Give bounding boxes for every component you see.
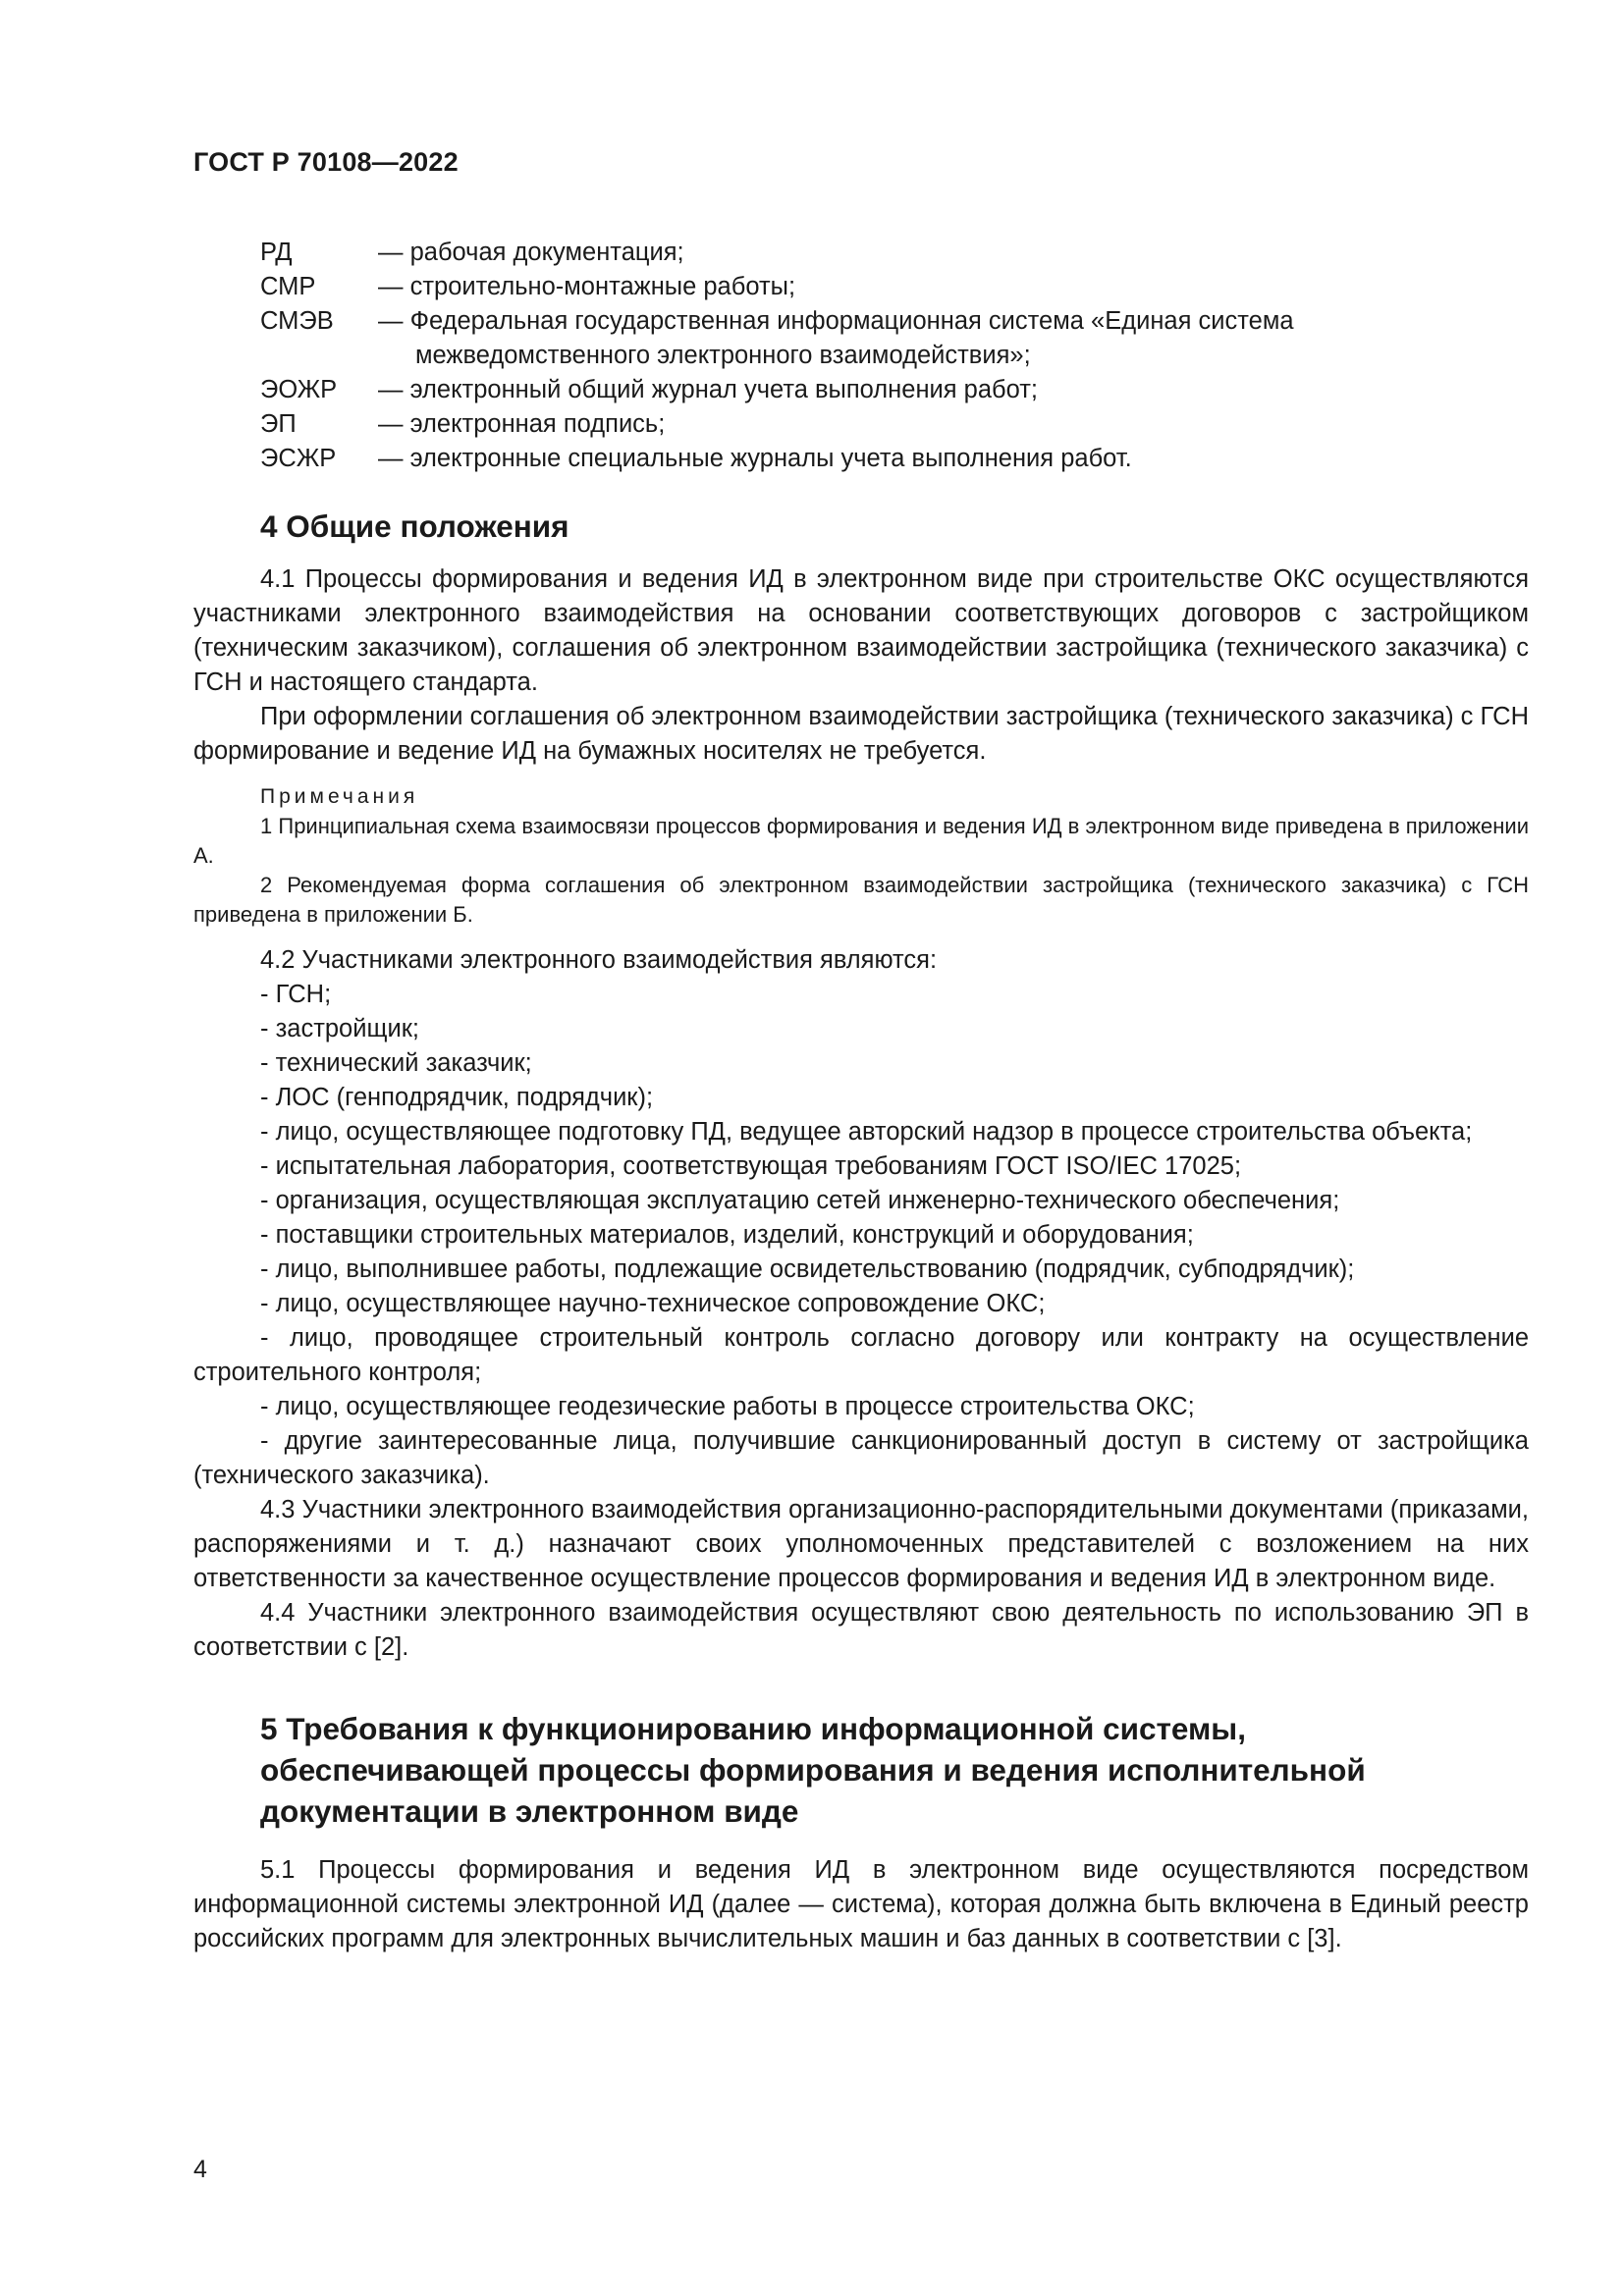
abbreviation-term: СМЭВ	[260, 307, 334, 335]
note-2: 2 Рекомендуемая форма соглашения об электронном взаимодействии застройщика (технического заказчика) с ГСН приведена в приложении Б.	[193, 873, 1529, 927]
abbreviations-list	[193, 236, 1529, 476]
note-1: 1 Принципиальная схема взаимосвязи процессов формирования и ведения ИД в электронном виде приведена в приложении А.	[193, 814, 1529, 868]
participants-list	[193, 978, 1529, 1493]
list-item: - лицо, осуществляющее подготовку ПД, ведущее авторский надзор в процессе строительства объекта;	[260, 1118, 1473, 1146]
list-item: - застройщик;	[260, 1015, 419, 1042]
list-item: - испытательная лаборатория, соответствующая требованиям ГОСТ ISO/IEC 17025;	[260, 1152, 1242, 1180]
abbreviation-row	[193, 270, 1529, 304]
list-item: - другие заинтересованные лица, получившие санкционированный доступ в систему от застройщика (технического заказчика).	[193, 1427, 1529, 1489]
abbreviation-row	[193, 407, 1529, 442]
abbreviation-definition: — Федеральная государственная информационная система «Единая система межведомственного электронного взаимодействия»;	[378, 307, 1294, 369]
list-item: - лицо, осуществляющее научно-техническое сопровождение ОКС;	[260, 1290, 1046, 1317]
abbreviation-term: РД	[260, 239, 293, 266]
list-item: - поставщики строительных материалов, изделий, конструкций и оборудования;	[260, 1221, 1194, 1249]
page-number: 4	[193, 2156, 207, 2183]
page-content	[193, 236, 1529, 1956]
notes-title: Примечания	[260, 785, 419, 808]
list-item: - технический заказчик;	[260, 1049, 532, 1077]
list-item: - лицо, выполнившее работы, подлежащие освидетельствованию (подрядчик, субподрядчик);	[260, 1255, 1355, 1283]
abbreviation-row	[193, 304, 1529, 373]
abbreviation-row	[193, 373, 1529, 407]
paragraph-5-1: 5.1 Процессы формирования и ведения ИД в электронном виде осуществляются посредством информационной системы электронной ИД (далее — система), которая должна быть включена в Единый реестр российских программ для электронных вычислительных машин и баз данных в соответствии с [3].	[193, 1856, 1529, 1952]
list-item: - ЛОС (генподрядчик, подрядчик);	[260, 1084, 654, 1111]
section-4-heading: 4 Общие положения	[260, 508, 569, 544]
document-code: ГОСТ Р 70108—2022	[193, 147, 459, 177]
section-5-heading: 5 Требования к функционированию информационной системы, обеспечивающей процессы формирования и ведения исполнительной документации в электронном виде	[260, 1711, 1366, 1829]
list-item: - лицо, осуществляющее геодезические работы в процессе строительства ОКС;	[260, 1393, 1195, 1420]
paragraph-4-3: 4.3 Участники электронного взаимодействия организационно-распорядительными документами (приказами, распоряжениями и т. д.) назначают своих уполномоченных представителей с возложением на них ответственности за качественное осуществление процессов формирования и ведения ИД в электронном виде.	[193, 1496, 1529, 1592]
abbreviation-row	[193, 236, 1529, 270]
abbreviation-row	[193, 442, 1529, 476]
abbreviation-definition: — рабочая документация;	[378, 239, 684, 266]
notes-block	[193, 782, 1529, 930]
list-item: - лицо, проводящее строительный контроль согласно договору или контракту на осуществление строительного контроля;	[193, 1324, 1529, 1386]
abbreviation-definition: — строительно-монтажные работы;	[378, 273, 796, 300]
list-item: - организация, осуществляющая эксплуатацию сетей инженерно-технического обеспечения;	[260, 1187, 1340, 1214]
abbreviation-definition: — электронные специальные журналы учета выполнения работ.	[378, 445, 1132, 472]
abbreviation-term: ЭСЖР	[260, 445, 337, 472]
abbreviation-term: СМР	[260, 273, 316, 300]
paragraph-4-1: 4.1 Процессы формирования и ведения ИД в электронном виде при строительстве ОКС осуществляются участниками электронного взаимодействия на основании соответствующих договоров с застройщиком (техническим заказчиком), соглашения об электронном взаимодействии застройщика (технического заказчика) с ГСН и настоящего стандарта.	[193, 565, 1529, 696]
paragraph-4-1-continued: При оформлении соглашения об электронном взаимодействии застройщика (технического заказчика) с ГСН формирование и ведение ИД на бумажных носителях не требуется.	[193, 703, 1529, 765]
abbreviation-definition: — электронный общий журнал учета выполнения работ;	[378, 376, 1039, 403]
abbreviation-definition: — электронная подпись;	[378, 410, 666, 438]
abbreviation-term: ЭП	[260, 410, 297, 438]
abbreviation-term: ЭОЖР	[260, 376, 338, 403]
list-item: - ГСН;	[260, 981, 332, 1008]
paragraph-4-2: 4.2 Участниками электронного взаимодействия являются:	[260, 946, 938, 974]
paragraph-4-4: 4.4 Участники электронного взаимодействия осуществляют свою деятельность по использованию ЭП в соответствии с [2].	[193, 1599, 1529, 1661]
